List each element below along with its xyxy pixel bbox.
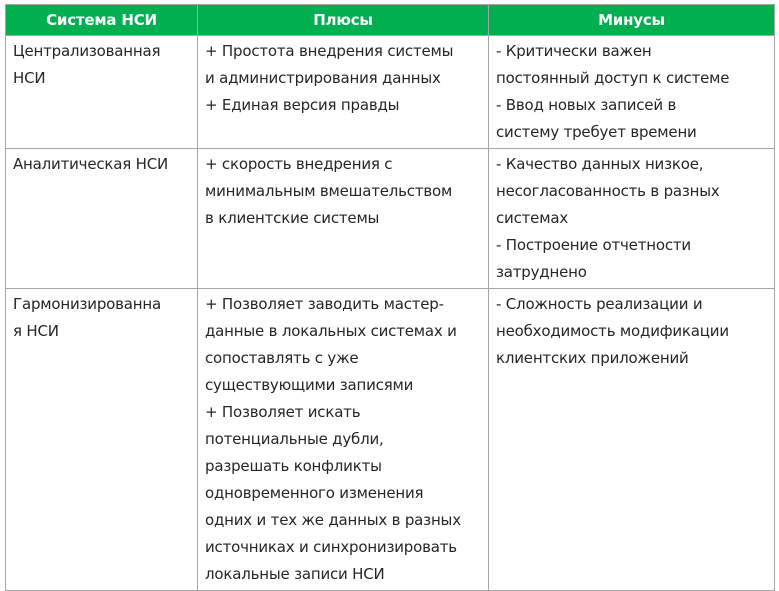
pros-cell (198, 36, 489, 149)
table-row (6, 289, 775, 591)
cons-text: несогласованность в разных (496, 182, 720, 200)
system-cell (6, 36, 198, 149)
cons-cell (489, 36, 775, 149)
pros-text: сопоставлять с уже (205, 349, 359, 367)
cons-text: - Критически важен (496, 42, 652, 60)
cons-text: клиентских приложений (496, 349, 689, 367)
pros-text: минимальным вмешательством (205, 182, 453, 200)
table-row (6, 149, 775, 289)
pros-text: потенциальные дубли, (205, 430, 384, 448)
system-text: Гармонизированна (13, 295, 161, 313)
pros-text: данные в локальных системах и (205, 322, 457, 340)
header-system: Система НСИ (6, 5, 198, 36)
table-row (6, 36, 775, 149)
system-text: я НСИ (13, 322, 59, 340)
cons-text: систему требует времени (496, 123, 697, 141)
cons-text: - Построение отчетности (496, 236, 691, 254)
system-cell (6, 289, 198, 591)
pros-text: разрешать конфликты (205, 457, 382, 475)
header-pros: Плюсы (198, 5, 489, 36)
pros-text: локальные записи НСИ (205, 565, 385, 583)
pros-cell (198, 149, 489, 289)
pros-text: источниках и синхронизировать (205, 538, 457, 556)
pros-text: + Позволяет искать (205, 403, 361, 421)
system-text: НСИ (13, 69, 46, 87)
pros-text: одних и тех же данных в разных (205, 511, 461, 529)
pros-text: + Простота внедрения системы (205, 42, 454, 60)
cons-text: - Качество данных низкое, (496, 155, 704, 173)
pros-text: и администрирования данных (205, 69, 441, 87)
pros-text: + Единая версия правды (205, 96, 400, 114)
pros-text: + скорость внедрения с (205, 155, 393, 173)
cons-text: необходимость модификации (496, 322, 729, 340)
cons-text: - Сложность реализации и (496, 295, 703, 313)
cons-text: системах (496, 209, 568, 227)
cons-cell (489, 149, 775, 289)
nsi-comparison-table (5, 4, 775, 591)
pros-cell (198, 289, 489, 591)
pros-text: существующими записями (205, 376, 414, 394)
system-cell (6, 149, 198, 289)
cons-text: - Ввод новых записей в (496, 96, 677, 114)
pros-text: в клиентские системы (205, 209, 380, 227)
cons-text: затруднено (496, 263, 587, 281)
system-text: Централизованная (13, 42, 161, 60)
cons-text: постоянный доступ к системе (496, 69, 730, 87)
header-cons: Минусы (489, 5, 775, 36)
cons-cell (489, 289, 775, 591)
pros-text: одновременного изменения (205, 484, 424, 502)
system-text: Аналитическая НСИ (13, 155, 169, 173)
header-row (6, 5, 775, 36)
pros-text: + Позволяет заводить мастер- (205, 295, 444, 313)
